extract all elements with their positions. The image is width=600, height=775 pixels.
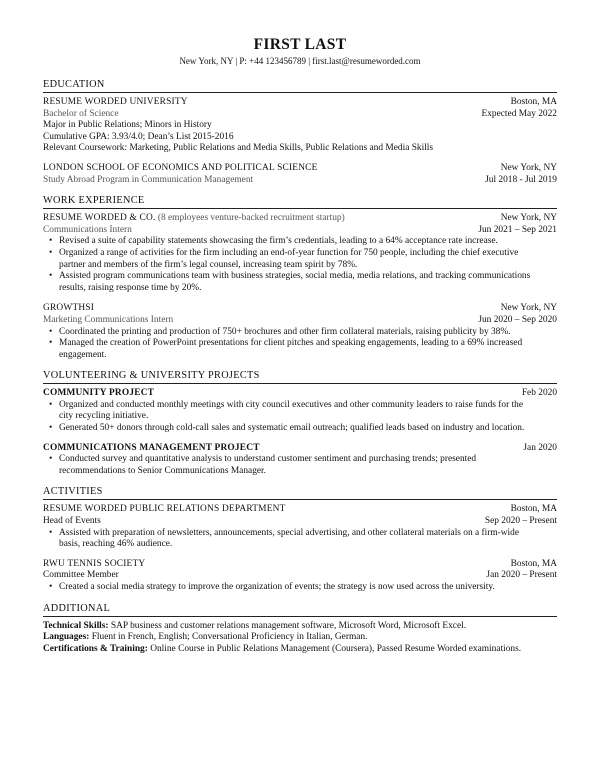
company-location: New York, NY	[500, 213, 557, 224]
company-note: (8 employees venture-backed recruitment startup)	[157, 213, 345, 224]
additional-item	[43, 632, 557, 644]
education-section	[43, 79, 557, 186]
activity-location: Boston, MA	[510, 558, 557, 569]
bullet-list	[43, 528, 557, 551]
activity-entry	[43, 504, 557, 550]
job-dates: Jun 2021 – Sep 2021	[478, 224, 557, 235]
additional-label: Technical Skills:	[43, 620, 109, 631]
candidate-name: FIRST LAST	[253, 36, 347, 53]
bullet-item: • Created a social media strategy to improve the organization of events; the strategy is now used across the university.	[53, 582, 557, 594]
project-date: Feb 2020	[521, 388, 557, 399]
education-entry	[43, 97, 557, 155]
bullet-item: • Coordinated the printing and production of 750+ brochures and other firm collateral materials, raising publicity by 38%.	[53, 327, 557, 339]
activities-section	[43, 486, 557, 593]
job-dates: Jun 2020 – Sep 2020	[478, 314, 557, 325]
bullet-item: • Assisted with preparation of newsletters, announcements, special advertising, and other collateral materials on a firm-wide basis, reaching 46% audience.	[53, 528, 557, 551]
bullet-list	[43, 400, 557, 435]
bullet-item: • Organized and conducted monthly meetings with city council executives and other community leaders to raise funds for the city recycling initiative.	[53, 400, 557, 423]
contact-line: New York, NY | P: +44 123456789 | first.last@resumeworded.com	[179, 56, 421, 66]
education-detail: Cumulative GPA: 3.93/4.0; Dean’s List 2015-2016	[43, 131, 234, 142]
activity-entry	[43, 559, 557, 594]
activity-location: Boston, MA	[510, 504, 557, 515]
volunteering-section	[43, 370, 557, 477]
activity-role: Committee Member	[43, 570, 119, 581]
company-name: GROWTHSI	[43, 303, 95, 314]
project-date: Jan 2020	[523, 442, 557, 453]
section-title-additional: ADDITIONAL	[43, 603, 557, 617]
additional-text: Fluent in French, English; Conversational Proficiency in Italian, German.	[89, 632, 368, 643]
project-entry	[43, 443, 557, 478]
section-title-activities: ACTIVITIES	[43, 486, 557, 500]
education-detail: Major in Public Relations; Minors in History	[43, 120, 212, 131]
additional-text: SAP business and customer relations management software, Microsoft Word, Microsoft Excel.	[108, 620, 467, 631]
activity-dates: Sep 2020 – Present	[484, 516, 557, 527]
school-name: RESUME WORDED UNIVERSITY	[43, 97, 188, 107]
resume-header	[43, 36, 557, 67]
additional-item	[43, 621, 557, 633]
education-detail: Relevant Coursework: Marketing, Public Relations and Media Skills, Public Relations and Media Skills	[43, 143, 434, 154]
program-date: Jul 2018 - Jul 2019	[485, 174, 557, 185]
project-name: COMMUNICATIONS MANAGEMENT PROJECT	[43, 442, 260, 453]
school-location: Boston, MA	[510, 97, 557, 107]
bullet-item: • Organized a range of activities for the firm including an end-of-year function for 750 people, including the chief executive partner and members of the firm’s legal counsel, increasing team spirit by 78%.	[53, 248, 557, 271]
bullet-list	[43, 582, 557, 594]
project-name: COMMUNITY PROJECT	[43, 388, 155, 399]
bullet-item: • Revised a suite of capability statements showcasing the firm’s credentials, leading to a 64% acceptance rate increase.	[53, 236, 557, 248]
job-entry	[43, 213, 557, 294]
additional-label: Certifications & Training:	[43, 643, 148, 654]
additional-item	[43, 644, 557, 656]
job-entry	[43, 303, 557, 361]
activity-name: RWU TENNIS SOCIETY	[43, 558, 146, 569]
job-title: Marketing Communications Intern	[43, 314, 174, 325]
work-experience-section	[43, 195, 557, 361]
activity-dates: Jan 2020 – Present	[486, 570, 557, 581]
project-entry	[43, 388, 557, 434]
bullet-list	[43, 236, 557, 294]
company-location: New York, NY	[500, 303, 557, 314]
graduation-date: Expected May 2022	[481, 108, 557, 119]
education-entry	[43, 163, 557, 186]
bullet-item: • Conducted survey and quantitative analysis to understand customer sentiment and purchasing trends; presented recommendations to Senior Communications Manager.	[53, 454, 557, 477]
bullet-item: • Assisted program communications team with business strategies, social media, media relations, and tracking communications results, raising response time by 20%.	[53, 271, 557, 294]
degree: Bachelor of Science	[43, 108, 119, 119]
school-location: New York, NY	[500, 162, 557, 173]
activity-role: Head of Events	[43, 516, 101, 527]
section-title-volunteering: VOLUNTEERING & UNIVERSITY PROJECTS	[43, 370, 557, 384]
bullet-item: • Managed the creation of PowerPoint presentations for client pitches and speaking engagements, leading to a 69% increased engagement.	[53, 338, 557, 361]
job-title: Communications Intern	[43, 224, 132, 235]
section-title-work: WORK EXPERIENCE	[43, 195, 557, 209]
additional-section	[43, 603, 557, 656]
program: Study Abroad Program in Communication Management	[43, 174, 254, 185]
additional-label: Languages:	[43, 632, 90, 643]
additional-text: Online Course in Public Relations Management (Coursera), Passed Resume Worded examinations.	[147, 643, 522, 654]
company-name: RESUME WORDED & CO.	[43, 213, 156, 224]
activity-name: RESUME WORDED PUBLIC RELATIONS DEPARTMENT	[43, 504, 286, 515]
school-name: LONDON SCHOOL OF ECONOMICS AND POLITICAL SCIENCE	[43, 162, 318, 173]
bullet-item: • Generated 50+ donors through cold-call sales and systematic email outreach; qualified leads based on industry and location.	[53, 423, 557, 435]
bullet-list	[43, 454, 557, 477]
section-title-education: EDUCATION	[43, 79, 557, 93]
bullet-list	[43, 327, 557, 362]
